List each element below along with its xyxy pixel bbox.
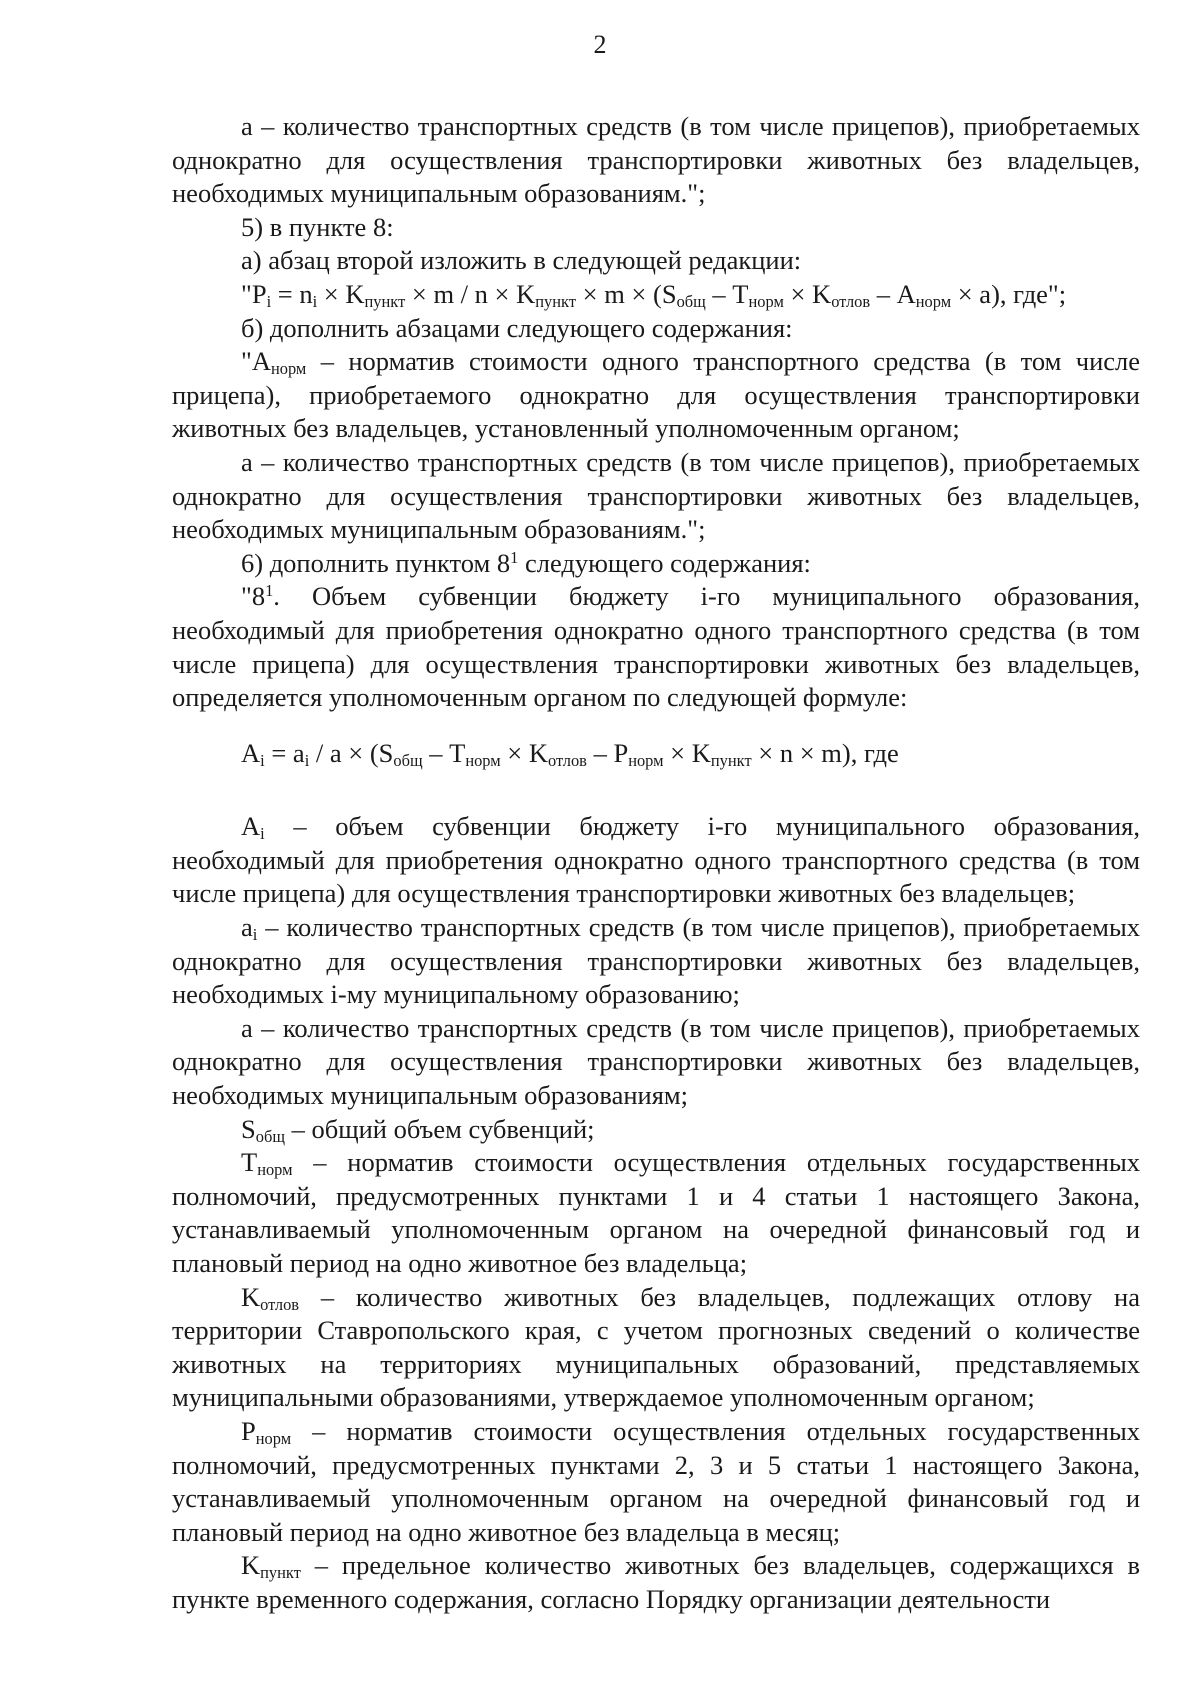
page-number: 2 — [593, 30, 607, 59]
paragraph-item-6: 6) дополнить пунктом $8^1$ следующего содержания: — [241, 547, 811, 578]
paragraph-a-count: а – количество транспортных средств (в том числе прицепов), приобретаемых однократно для осуществления транспортировки животных без владельцев, необходимых муниципальным образованиям."; — [172, 111, 1140, 209]
paragraph-a-count-2: а – количество транспортных средств (в том числе прицепов), приобретаемых однократно для осуществления транспортировки животных без владельцев, необходимых муниципальным образованиям."; — [172, 446, 1140, 545]
paragraph-item-8-1: "$8^1$. Объем субвенции бюджету i-го муниципального образования, необходимый для приобретения однократно одного транспортного средства (в том числе прицепа) для осуществления транспортировки животных без владельцев, определяется уполномоченным органом по следующей формуле: — [172, 581, 1140, 713]
paragraph-item-5a: а) абзац второй изложить в следующей редакции: — [241, 245, 802, 276]
definition-k-point: $K_{пункт}$ – предельное количество животных без владельцев, содержащихся в пункте временного содержания, согласно Порядку организации деятельности — [172, 1550, 1140, 1614]
formula-p-i: "$P_i = n_i \times K_{пункт} \times m / n \times K_{пункт} \times m \times (S_{общ} - T_{норм} \times K_{отлов} - A_{норм} \times a)$, где"; — [241, 278, 1067, 312]
definition-k-catch: $K_{отлов}$ – количество животных без владельцев, подлежащих отлову на территории Ставропольского края, с учетом прогнозных сведений о количестве животных на территориях муниципальных образований, представляемых муниципальными образованиями, утверждаемое уполномоченным органом; — [172, 1281, 1140, 1413]
paragraph-item-5b: б) дополнить абзацами следующего содержания: — [241, 312, 793, 343]
formula-a-i: $A_i = a_i / a \times (S_{общ} - T_{норм} \times K_{отлов} - P_{норм} \times K_{пункт} \times n \times m)$, где — [241, 737, 899, 770]
document-body — [172, 110, 1140, 1617]
definition-t-norm: $T_{норм}$ – норматив стоимости осуществления отдельных государственных полномочий, предусмотренных пунктами 1 и 4 статьи 1 настоящего Закона, устанавливаемый уполномоченным органом на очередной финансовый год и плановый период на одно животное без владельца; — [172, 1147, 1140, 1278]
definition-p-norm: $P_{норм}$ – норматив стоимости осуществления отдельных государственных полномочий, предусмотренных пунктами 2, 3 и 5 статьи 1 настоящего Закона, устанавливаемый уполномоченным органом на очередной финансовый год и плановый период на одно животное без владельца в месяц; — [172, 1415, 1140, 1547]
definition-s-total: $S_{общ}$ – общий объем субвенций; — [241, 1113, 595, 1146]
definition-small-a: а – количество транспортных средств (в том числе прицепов), приобретаемых однократно для осуществления транспортировки животных без владельцев, необходимых муниципальным образованиям; — [172, 1012, 1140, 1111]
paragraph-item-5: 5) в пункте 8: — [241, 211, 394, 242]
paragraph-a-norm: "$A_{норм}$ – норматив стоимости одного транспортного средства (в том числе прицепа), приобретаемого однократно для осуществления транспортировки животных без владельцев, установленный уполномоченным органом; — [172, 346, 1140, 444]
definition-a-i: $A_i$ – объем субвенции бюджету i-го муниципального образования, необходимый для приобретения однократно одного транспортного средства (в том числе прицепа) для осуществления транспортировки животных без владельцев; — [172, 811, 1140, 909]
definition-small-a-i: $a_i$ – количество транспортных средств (в том числе прицепов), приобретаемых однократно для осуществления транспортировки животных без владельцев, необходимых i-му муниципальному образованию; — [172, 912, 1140, 1010]
